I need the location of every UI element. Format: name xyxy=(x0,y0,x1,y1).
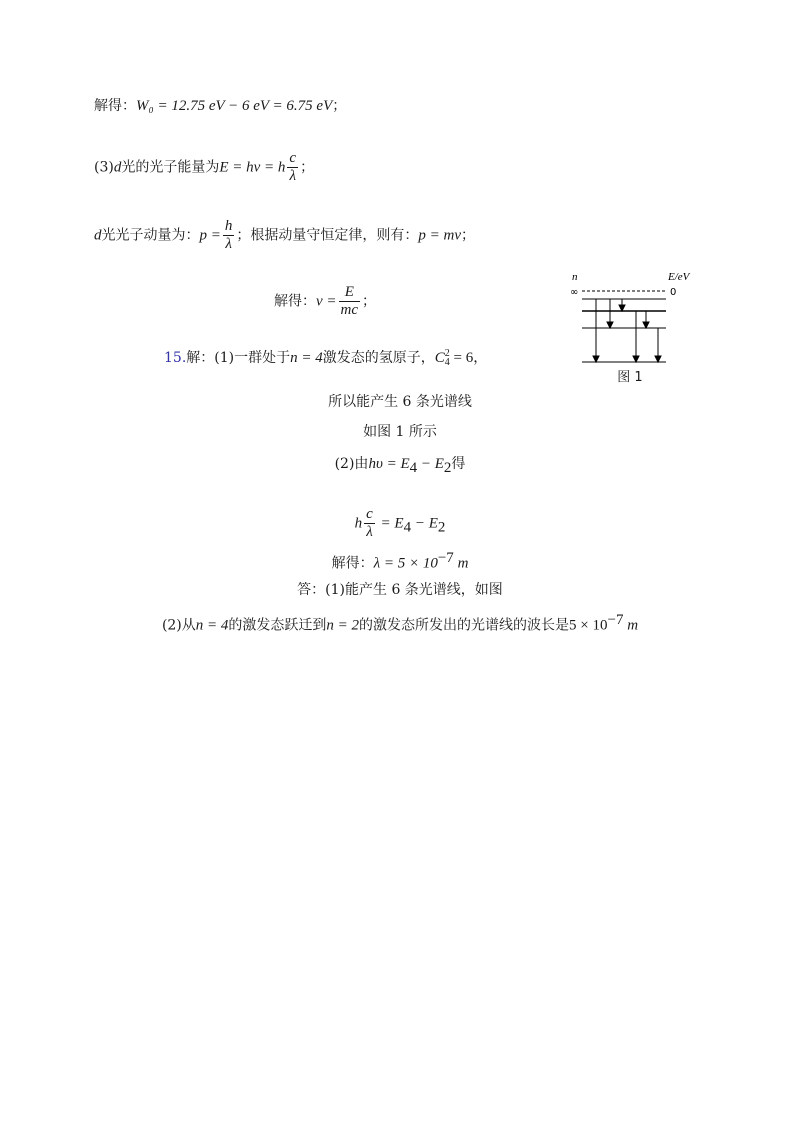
fraction-numerator: h xyxy=(224,218,233,234)
d-var: d xyxy=(113,159,122,176)
e-over-mc-fraction xyxy=(339,284,361,319)
h-over-lambda-fraction xyxy=(223,218,235,253)
wavelength-result-line xyxy=(0,548,800,574)
energy-relation-math: hυ = E xyxy=(368,456,410,472)
unit-m: m xyxy=(453,555,469,572)
n-equals-2: n = 2 xyxy=(326,617,360,634)
photon-energy-line xyxy=(94,150,314,185)
fraction-numerator: E xyxy=(339,284,361,302)
question-number: 15. xyxy=(164,350,187,366)
n-equals-4: n = 4 xyxy=(195,617,229,634)
velocity-equation: v = xyxy=(316,293,337,310)
answer-text: 的激发态所发出的光谱线的波长是 xyxy=(359,617,570,634)
combination-sup: 2 xyxy=(444,348,450,359)
fraction-denominator: λ xyxy=(366,524,373,540)
answer-text: 的激发态跃迁到 xyxy=(228,617,327,634)
excited-state-text: 激发态的氢原子， xyxy=(322,350,435,366)
question-15-line xyxy=(164,348,487,368)
part-number: (3) xyxy=(94,159,114,176)
conservation-equation: p = mv xyxy=(418,227,461,244)
subscript-4: 4 xyxy=(403,519,412,536)
zero-label: 0 xyxy=(670,287,677,298)
answer-part-1: 答：(1)能产生 6 条光谱线，如图 xyxy=(297,582,503,598)
photon-energy-text: 光的光子能量为 xyxy=(121,159,220,176)
infinity-label: ∞ xyxy=(570,287,579,298)
d-var: d xyxy=(94,227,102,244)
answer-part-2 xyxy=(0,610,800,636)
energy-equation: E = hν = h xyxy=(219,159,286,176)
answer-text: (2)从 xyxy=(161,617,196,634)
equals-e: = E xyxy=(376,515,404,532)
fraction-numerator: c xyxy=(366,506,373,522)
line-end-punct: ； xyxy=(461,227,475,244)
solution-prefix: 解得： xyxy=(94,98,136,114)
solution-prefix: 解得： xyxy=(274,293,316,310)
arrowhead-4-1 xyxy=(593,356,599,362)
solution-prefix: 解得： xyxy=(331,555,374,572)
wavelength-value: 5 × 10 xyxy=(569,617,608,634)
fraction-denominator: mc xyxy=(340,302,359,318)
velocity-solution-line xyxy=(274,284,376,319)
n-equals-4: n = 4 xyxy=(290,350,323,366)
combination-symbol: C xyxy=(434,350,445,366)
c-over-lambda-fraction xyxy=(364,506,375,541)
arrowhead-2-1 xyxy=(655,356,661,362)
fraction-denominator: λ xyxy=(225,236,232,252)
unit-m: m xyxy=(623,617,639,634)
arrowhead-3-1 xyxy=(633,356,639,362)
minus-e: − E xyxy=(417,456,444,472)
fraction-numerator: c xyxy=(289,150,297,166)
wavelength-equation-line xyxy=(0,506,800,541)
lambda-value: λ = 5 × 10 xyxy=(373,555,438,572)
h-symbol: h xyxy=(354,515,363,532)
arrowhead-4-3 xyxy=(619,305,625,311)
arrowhead-4-2 xyxy=(607,322,613,328)
figure-caption: 图 1 xyxy=(617,370,643,385)
exponent: −7 xyxy=(607,612,624,628)
part-prefix: (2)由 xyxy=(334,456,369,472)
minus-e: − E xyxy=(411,515,438,532)
subscript-2: 2 xyxy=(437,519,446,536)
w0-equation: W₀ = 12.75 eV − 6 eV = 6.75 eV xyxy=(136,98,333,114)
line-end-punct: ， xyxy=(473,350,488,366)
de-suffix: 得 xyxy=(451,456,466,472)
line-end-punct: ； xyxy=(362,293,377,310)
six-lines-text: 所以能产生 6 条光谱线 xyxy=(328,394,472,410)
energy-relation-line xyxy=(0,454,800,478)
question-text: 解：(1)一群处于 xyxy=(186,350,291,366)
fraction-denominator: λ xyxy=(289,168,296,184)
exponent: −7 xyxy=(437,550,454,566)
combination-sub: 4 xyxy=(444,357,450,368)
momentum-equation: p = xyxy=(199,227,221,244)
energy-axis-label: E/eV xyxy=(668,271,690,283)
see-figure-text: 如图 1 所示 xyxy=(363,424,437,440)
energy-level-svg xyxy=(560,268,700,364)
line-end-punct: ； xyxy=(332,98,347,114)
n-axis-label: n xyxy=(572,271,578,283)
subscript-4: 4 xyxy=(409,459,418,476)
conservation-text: ；根据动量守恒定律，则有： xyxy=(236,227,419,244)
energy-level-diagram xyxy=(560,268,700,388)
line-end-punct: ； xyxy=(300,159,315,176)
momentum-text: 光光子动量为： xyxy=(101,227,200,244)
arrowhead-3-2 xyxy=(643,322,649,328)
photon-momentum-line xyxy=(94,218,475,253)
transition-arrows xyxy=(593,299,661,362)
solution-w0-line xyxy=(94,96,346,116)
c-over-lambda-fraction xyxy=(287,150,298,185)
subscript-2: 2 xyxy=(443,459,452,476)
combination-result: = 6 xyxy=(449,350,474,366)
